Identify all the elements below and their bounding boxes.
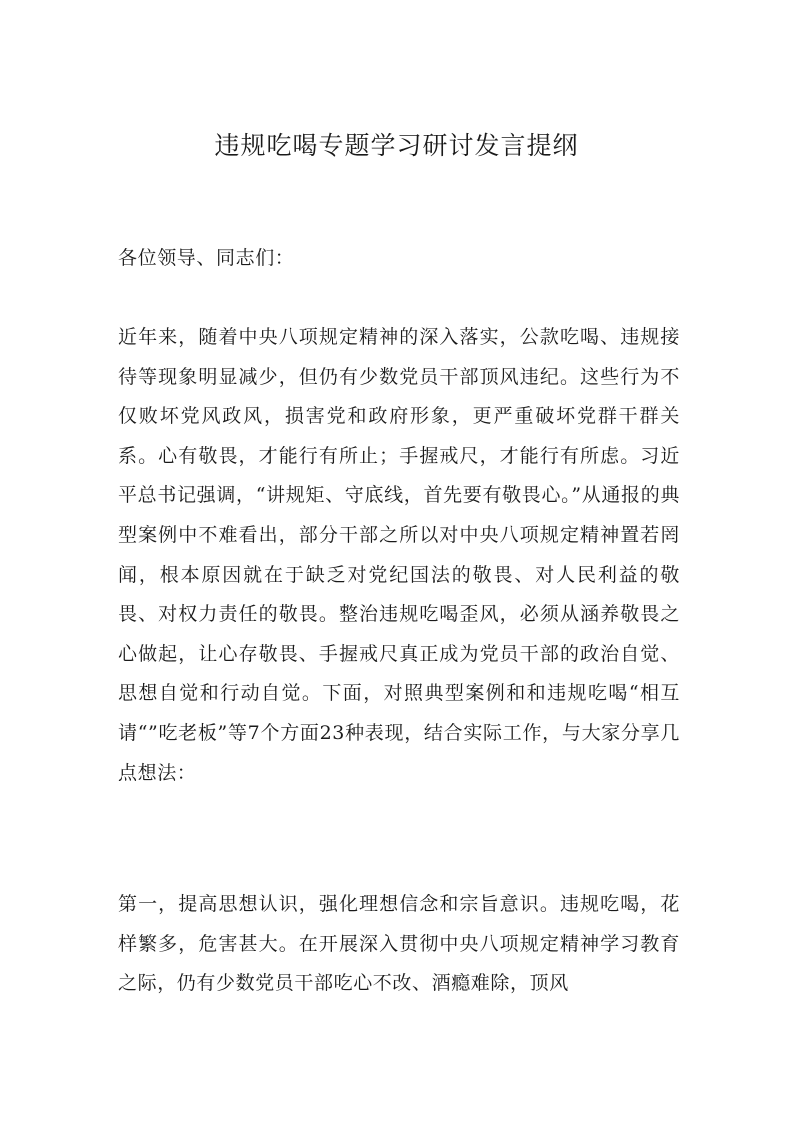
document-title: 违规吃喝专题学习研讨发言提纲	[214, 131, 579, 160]
paragraph-intro: 近年来，随着中央八项规定精神的深入落实，公款吃喝、违规接待等现象明显减少，但仍有少数党员干部顶风违纪。这些行为不仅败坏党风政风，损害党和政府形象，更严重破坏党群干群关系。心有敬畏，才能行有所止；手握戒尺，才能行有所虑。习近平总书记强调，“讲规矩、守底线，首先要有敬畏心。”从通报的典型案例中不难看出，部分干部之所以对中央八项规定精神置若罔闻，根本原因就在于缺乏对党纪国法的敬畏、对人民利益的敬畏、对权力责任的敬畏。整治违规吃喝歪风，必须从涵养敬畏之心做起，让心存敬畏、手握戒尺真正成为党员干部的政治自觉、思想自觉和行动自觉。下面，对照典型案例和和违规吃喝“相互请“”吃老板”等7个方面23种表现，结合实际工作，与大家分享几点想法：	[118, 326, 680, 784]
salutation: 各位领导、同志们：	[118, 247, 295, 269]
paragraph-first-point: 第一，提高思想认识，强化理想信念和宗旨意识。违规吃喝，花样繁多，危害甚大。在开展深入贯彻中央八项规定精神学习教育之际，仍有少数党员干部吃心不改、酒瘾难除，顶风	[118, 893, 680, 995]
